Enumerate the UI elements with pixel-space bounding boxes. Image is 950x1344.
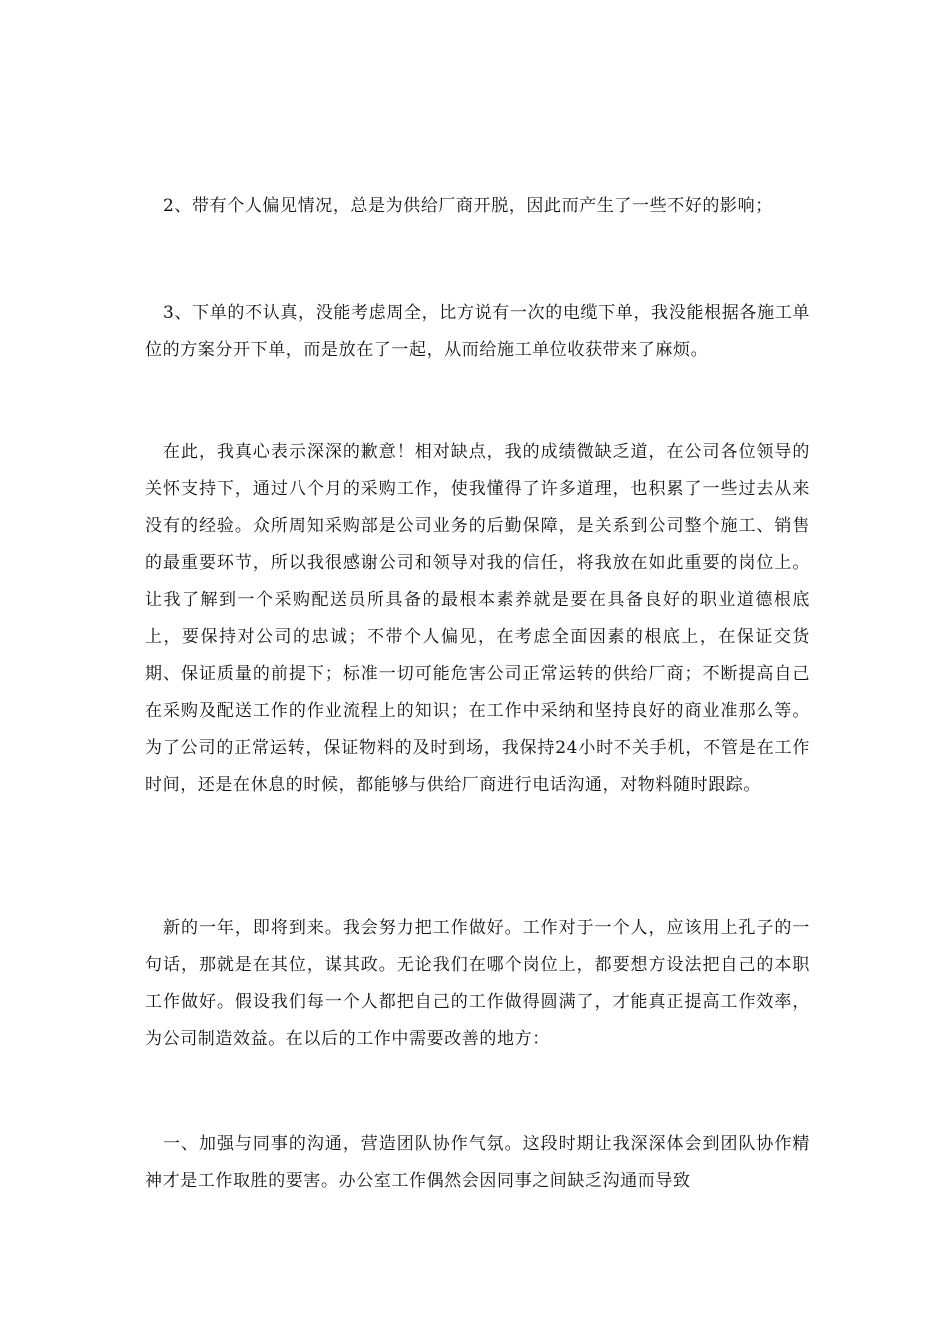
paragraph-achievements: 在此，我真心表示深深的歉意！相对缺点，我的成绩微缺乏道，在公司各位领导的关怀支持下，通过八个月的采购工作，使我懂得了许多道理，也积累了一些过去从来没有的经验。众所周知采购部是公司业务的后勤保障，是关系到公司整个施工、销售的最重要环节，所以我很感谢公司和领导对我的信任，将我放在如此重要的岗位上。让我了解到一个采购配送员所具备的最根本素养就是要在具备良好的职业道德根底上，要保持对公司的忠诚；不带个人偏见，在考虑全面因素的根底上，在保证交货期、保证质量的前提下；标准一切可能危害公司正常运转的供给厂商；不断提高自己在采购及配送工作的作业流程上的知识；在工作中采纳和坚持良好的商业准那么等。为了公司的正常运转，保证物料的及时到场，我保持24小时不关手机，不管是在工作时间，还是在休息的时候，都能够与供给厂商进行电话沟通，对物料随时跟踪。 xyxy=(145,442,810,795)
paragraph-point-3: 3、下单的不认真，没能考虑周全，比方说有一次的电缆下单，我没能根据各施工单位的方案分开下单，而是放在了一起，从而给施工单位收获带来了麻烦。 xyxy=(145,303,810,360)
paragraph-improvement-1: 一、加强与同事的沟通，营造团队协作气氛。这段时期让我深深体会到团队协作精神才是工作取胜的要害。办公室工作偶然会因同事之间缺乏沟通而导致 xyxy=(145,1134,810,1191)
paragraph-point-2: 2、带有个人偏见情况，总是为供给厂商开脱，因此而产生了一些不好的影响； xyxy=(163,196,773,216)
paragraph-new-year: 新的一年，即将到来。我会努力把工作做好。工作对于一个人，应该用上孔子的一句话，那就是在其位，谋其政。无论我们在哪个岗位上，都要想方设法把自己的本职工作做好。假设我们每一个人都把自己的工作做得圆满了，才能真正提高工作效率，为公司制造效益。在以后的工作中需要改善的地方： xyxy=(145,918,810,1049)
